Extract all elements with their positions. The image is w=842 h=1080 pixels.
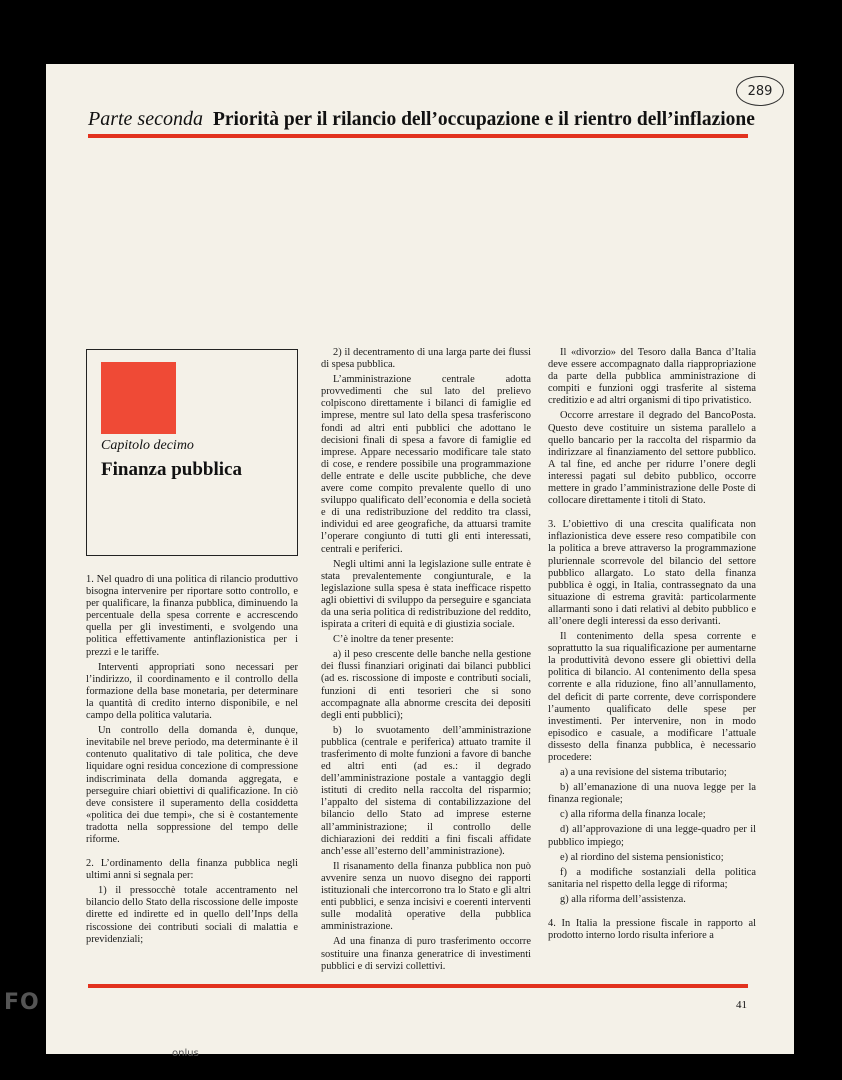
- paragraph: a) il peso crescente delle banche nella gestione dei flussi finanziari originati dai bilanci pubblici (ad es. riscossione di imposte e contributi sociali, funzioni di enti tesorieri che si sono accompagnate alla abnorme crescita dei depositi degli enti pubblici);: [321, 649, 531, 721]
- paragraph: 4. In Italia la pressione fiscale in rapporto al prodotto interno lordo risulta inferiore a: [548, 918, 756, 942]
- chapter-box: [86, 349, 298, 556]
- paragraph: Un controllo della domanda è, dunque, inevitabile nel breve periodo, ma determinante è il contenuto qualitativo di tale politica, che deve liquidare ogni residua concezione di compressione indiscriminata della domanda aggregata, e perseguire chiari obiettivi di qualificazione. In ciò deve consistere il superamento della cosiddetta «politica dei due tempi», che si è costantemente tradotta nella soppressione del tempo delle riforme.: [86, 725, 298, 845]
- paragraph: g) alla riforma dell’assistenza.: [560, 893, 686, 905]
- paragraph: 1) il pressocchè totale accentramento nel bilancio dello Stato della riscossione delle imposte dirette ed indirette ed in quello dell’Inps della riscossione dei contributi sociali di malattia e previdenziali;: [86, 885, 298, 945]
- archive-stamp: 289: [736, 76, 784, 106]
- paragraph: d) all’approvazione di una legge-quadro per il pubblico impiego;: [548, 824, 756, 848]
- paragraph: Interventi appropriati sono necessari per l’indirizzo, il coordinamento e il controllo della formazione della base monetaria, per determinare la quantità di credito interno disponibile, e nel campo della politica valutaria.: [86, 661, 298, 722]
- paragraph: 2) il decentramento di una larga parte dei flussi di spesa pubblica.: [321, 347, 531, 371]
- paragraph: Ad una finanza di puro trasferimento occorre sostituire una finanza generatrice di investimenti pubblici e di servizi collettivi.: [321, 936, 531, 972]
- footer-rule: [88, 984, 748, 988]
- scanned-page: [46, 64, 794, 1054]
- paragraph: 1. Nel quadro di una politica di rilancio produttivo bisogna intervenire per riportare sotto controllo, e per qualificare, la finanza pubblica, diminuendo la percentuale della spesa corrente e accrescendo quella per gli investimenti, e svolgendo una politica effettivamente antinflazionistica per i prezzi e le tariffe.: [86, 574, 298, 658]
- paragraph: Occorre arrestare il degrado del BancoPosta. Questo deve costituire un sistema parallelo a quello bancario per la raccolta del risparmio da indirizzare al finanziamento del settore pubblico. A tal fine, ed anche per ridurre l’onere degli interessi pagati sul debito pubblico, occorre mettere in grado l’amministrazione delle Poste di collocare direttamente i titoli di Stato.: [548, 410, 756, 507]
- page-title: Priorità per il rilancio dell’occupazione e il rientro dell’inflazione: [212, 109, 755, 130]
- header-rule: [88, 134, 748, 138]
- text-column-2: [321, 347, 531, 979]
- text-column-1: [86, 574, 298, 978]
- chapter-color-square: [101, 362, 176, 434]
- paragraph: e) al riordino del sistema pensionistico;: [560, 851, 724, 863]
- text-column-3: [548, 347, 756, 979]
- page-number: 41: [736, 999, 747, 1011]
- chapter-label: Capitolo decimo: [101, 438, 194, 453]
- part-label: Parte seconda: [88, 108, 203, 130]
- paragraph: Negli ultimi anni la legislazione sulle entrate è stata prevalentemente congiunturale, e la legislazione sulla spesa è stata inefficace rispetto agli obiettivi di sviluppo da perseguire e sganciata da una seria politica di redistribuzione del reddito, ispirata a criteri di equità e di giustizia sociale.: [321, 558, 531, 631]
- watermark-sub: onlus: [172, 1048, 199, 1059]
- paragraph: a) a una revisione del sistema tributario;: [560, 767, 727, 779]
- paragraph: 2. L’ordinamento della finanza pubblica negli ultimi anni si segnala per:: [86, 858, 298, 882]
- paragraph: Il risanamento della finanza pubblica non può avvenire senza un nuovo disegno dei rapporti istituzionali che intercorrono tra lo Stato e gli altri enti pubblici, e senza incisivi e coerenti interventi sulle modalità operative della pubblica amministrazione.: [321, 860, 531, 933]
- running-header: [88, 108, 755, 131]
- paragraph: c) alla riforma della finanza locale;: [560, 809, 706, 821]
- paragraph: 3. L’obiettivo di una crescita qualificata non inflazionistica deve essere reso compatibile con la politica a breve attraverso la programmazione pluriennale scorrevole del bilancio del settore pubblico allargato. Lo stato della finanza pubblica è oggi, in Italia, contrassegnato da una situazione di estrema gravità: particolarmente allarmanti sono i dati relativi al debito pubblico e all’onere degli interessi da esso derivanti.: [548, 519, 756, 627]
- paragraph: b) lo svuotamento dell’amministrazione pubblica (centrale e periferica) attuato tramite il trasferimento di molte funzioni a favore di banche ed altri enti (ad es.: il degrado dell’amministrazione postale a vantaggio degli istituti di credito nella raccolta del risparmio; l’appalto del sistema di contabilizzazione del bilancio dello Stato ad imprese esterne all’amministrazione; il controllo delle dichiarazioni dei redditi a fini fiscali affidate anch’esse all’esterno dell’amministrazione).: [321, 724, 531, 857]
- chapter-title: Finanza pubblica: [101, 459, 242, 480]
- paragraph: f) a modifiche sostanziali della politica sanitaria nel rispetto della legge di riforma;: [548, 866, 756, 890]
- watermark-logo: FO: [4, 990, 40, 1015]
- paragraph: b) all’emanazione di una nuova legge per la finanza regionale;: [548, 782, 756, 806]
- paragraph: L’amministrazione centrale adotta provvedimenti che sul lato del prelievo colpiscono direttamente i bilanci di famiglie ed imprese, mentre sul lato della spesa trasferiscono fondi ad altri enti pubblici che adottano le decisioni finali di spesa a favore di famiglie ed imprese. Appare necessario modificare tale stato di cose, e rendere possibile una programmazione delle entrate e delle uscite pubbliche, che deve avere come compito prevalente quello di uno sviluppo qualificato dell’economia e della società e di una redistribuzione del reddito tra classi, individui ed aree geografiche, da attuarsi tramite l’operare congiunto di tutti gli enti interessati, centrali e periferici.: [321, 374, 531, 555]
- paragraph: Il «divorzio» del Tesoro dalla Banca d’Italia deve essere accompagnato dalla riappropriazione da parte della pubblica amministrazione di compiti e funzioni oggi trasferite al sistema creditizio e ad altri organismi di tipo privatistico.: [548, 347, 756, 407]
- paragraph: C’è inoltre da tener presente:: [333, 634, 454, 646]
- paragraph: Il contenimento della spesa corrente e soprattutto la sua riqualificazione per aumentarne la produttività devono essere gli obiettivi della politica di bilancio. Al contenimento della spesa corrente e alla riduzione, fino all’annullamento, del deficit di parte corrente, deve corrispondere l’aumento qualificato delle spese per investimenti. Per intervenire, non in modo episodico e casuale, a modificare l’attuale dissesto della finanza pubblica, è necessario procedere:: [548, 631, 756, 763]
